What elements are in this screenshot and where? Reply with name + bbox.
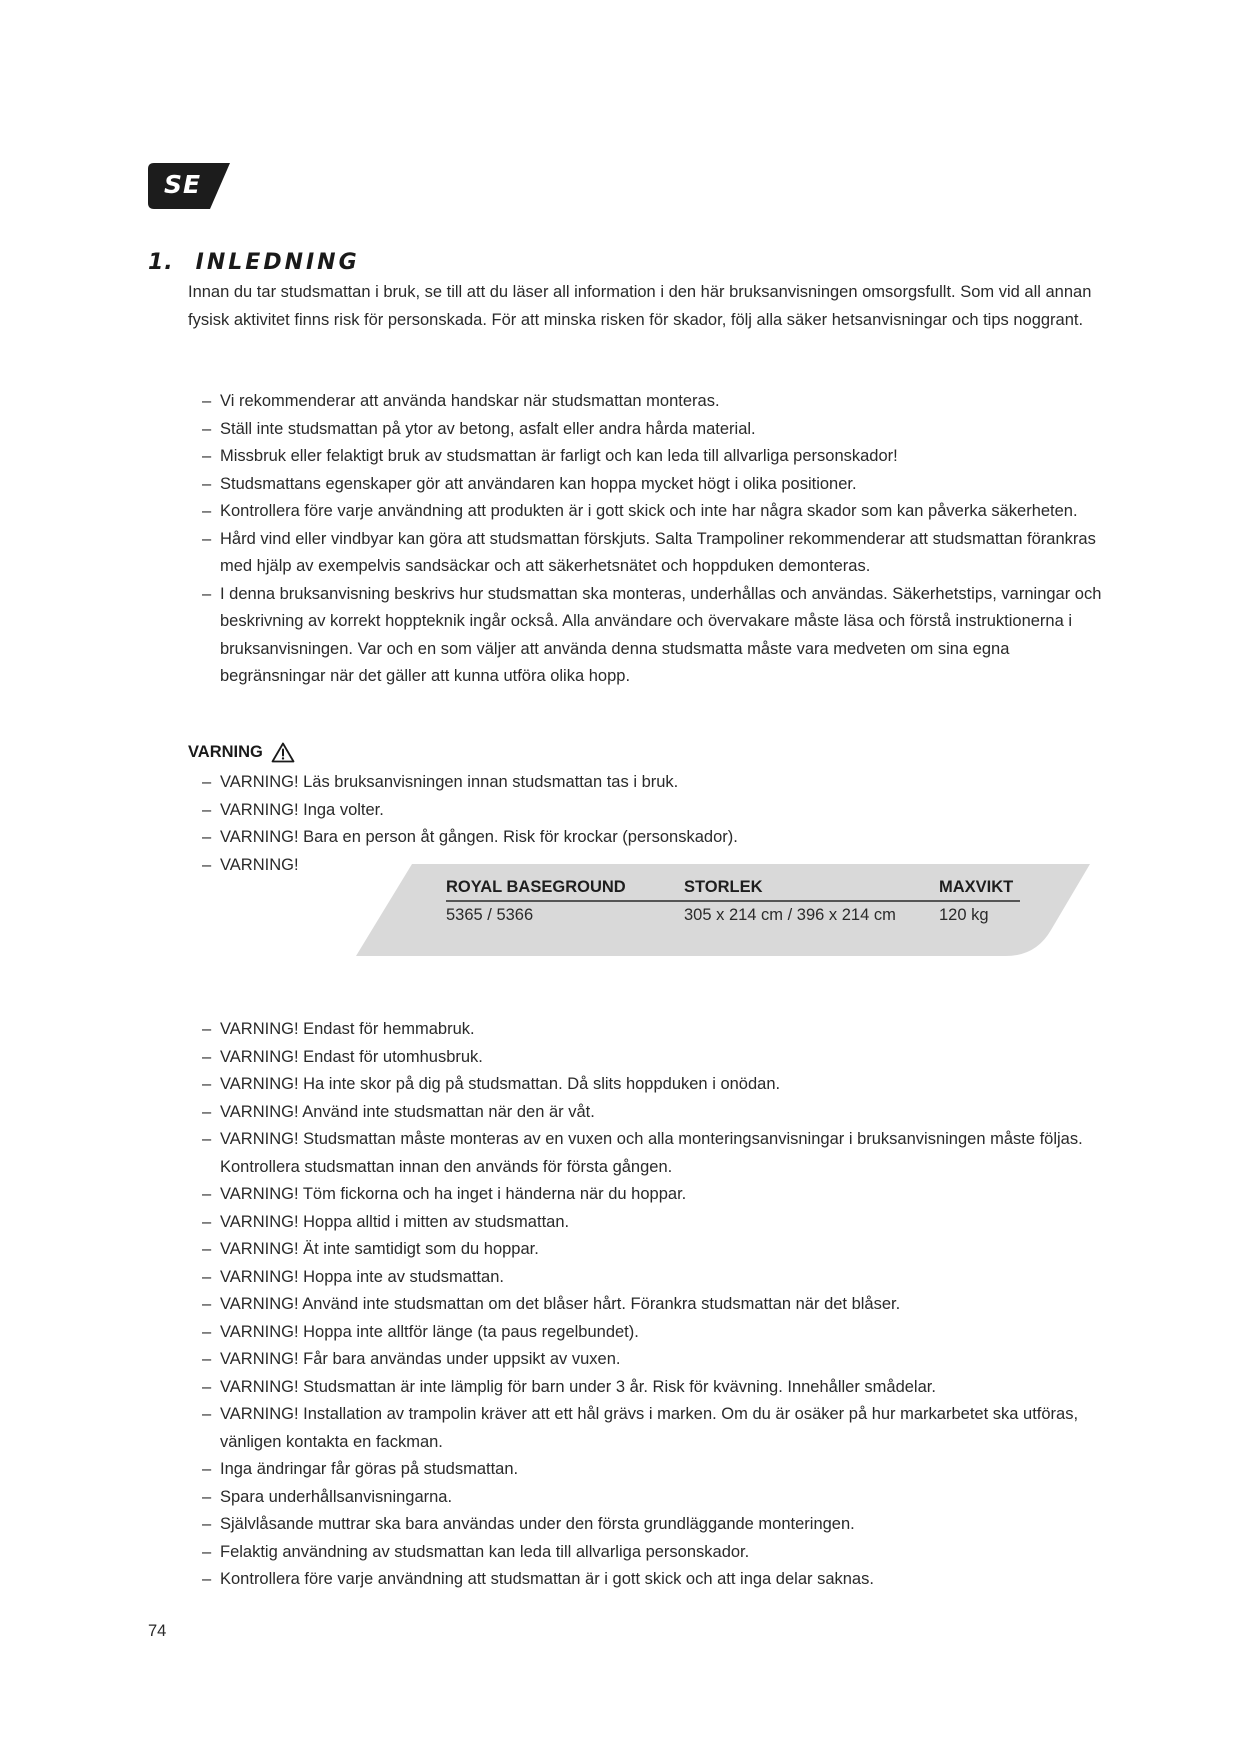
bullet-dash: –: [202, 1267, 212, 1286]
list-item-text: Kontrollera före varje användning att produkten är i gott skick och inte har några skador som kan påverka säkerheten.: [220, 502, 1078, 520]
bullet-dash: –: [202, 1322, 212, 1341]
list-item-text: Vi rekommenderar att använda handskar när studsmattan monteras.: [220, 392, 720, 410]
list-item: [188, 526, 1118, 581]
bullet-dash: –: [202, 1047, 212, 1066]
general-safety-list: [188, 388, 1118, 691]
warning-heading: [188, 742, 295, 763]
spec-header-max-weight: MAXVIKT: [939, 878, 1020, 901]
list-item-text: VARNING! Studsmattan är inte lämplig för barn under 3 år. Risk för kvävning. Innehåller smådelar.: [220, 1377, 936, 1396]
bullet-dash: –: [202, 828, 212, 846]
list-item: [188, 1236, 1118, 1264]
list-item: [188, 1264, 1118, 1292]
spec-model-numbers: 5365 / 5366: [446, 906, 534, 924]
bullet-dash: –: [202, 1020, 212, 1038]
list-item-text: VARNING! Hoppa inte av studsmattan.: [220, 1267, 504, 1286]
list-item: [188, 1071, 1118, 1099]
bullet-dash: –: [202, 392, 212, 410]
bullet-dash: –: [202, 1212, 212, 1231]
spec-max-weight: 120 kg: [939, 906, 989, 924]
list-item: [188, 1016, 1118, 1044]
bullet-dash: –: [202, 1515, 212, 1533]
bullet-dash: –: [202, 1542, 212, 1561]
bullet-dash: –: [202, 502, 212, 520]
list-item-text: VARNING! Installation av trampolin kräver att ett hål grävs i marken. Om du är osäker på hur markarbetet ska utföras, vänligen kontakta en fackman.: [220, 1405, 1079, 1451]
list-item-text: VARNING! Hoppa inte alltför länge (ta paus regelbundet).: [220, 1322, 639, 1341]
page-number: 74: [148, 1622, 167, 1640]
list-item-text: VARNING! Ha inte skor på dig på studsmattan. Då slits hoppduken i onödan.: [220, 1075, 781, 1093]
bullet-dash: –: [202, 1377, 212, 1396]
list-item-text: I denna bruksanvisning beskrivs hur studsmattan ska monteras, underhållas och användas. Säkerhetstips, varningar och beskrivning av korrekt hoppteknik ingår också. Alla användare och övervakare måste läsa och förstå instruktionerna i bruksanvisningen. Var och en som väljer att använda denna studsmatta måste vara medveten om sina egna begränsningar när det gäller att kunna utföra olika hopp.: [220, 584, 1102, 685]
list-item-text: VARNING! Endast för hemmabruk.: [220, 1020, 475, 1038]
list-item-text: Ställ inte studsmattan på ytor av betong, asfalt eller andra hårda material.: [220, 419, 756, 438]
warning-list-bottom: [188, 1016, 1118, 1594]
intro-paragraph: Innan du tar studsmattan i bruk, se till att du läser all information i den här bruksanvisningen omsorgsfullt. Som vid all annan fysisk aktivitet finns risk för personskada. För att minska risken för skador, följ alla säker hetsanvisningar och tips noggrant.: [188, 283, 1092, 329]
list-item-text: Kontrollera före varje användning att studsmattan är i gott skick och att inga delar saknas.: [220, 1570, 874, 1588]
warning-triangle-icon: [271, 742, 295, 763]
bullet-dash: –: [202, 447, 212, 465]
list-item-text: VARNING! Studsmattan måste monteras av en vuxen och alla monteringsanvisningar i bruksanvisningen måste följas. Kontrollera studsmattan innan den används för första gången.: [220, 1130, 1083, 1176]
bullet-dash: –: [202, 584, 212, 603]
bullet-dash: –: [202, 1075, 212, 1093]
spec-header-model: ROYAL BASEGROUND: [446, 878, 684, 901]
bullet-dash: –: [202, 855, 212, 874]
spec-panel: [356, 864, 1090, 956]
list-item-text: Spara underhållsanvisningarna.: [220, 1487, 453, 1506]
list-item-text: Studsmattans egenskaper gör att användaren kan hoppa mycket högt i olika positioner.: [220, 474, 857, 493]
language-badge: [148, 163, 230, 209]
list-item: [188, 498, 1118, 526]
spec-table-header-row: [446, 878, 1020, 901]
list-item: [188, 416, 1118, 444]
list-item: [188, 1099, 1118, 1127]
list-item-text: VARNING! Bara en person åt gången. Risk för krockar (personskador).: [220, 828, 738, 846]
bullet-dash: –: [202, 474, 212, 493]
bullet-dash: –: [202, 529, 212, 548]
bullet-dash: –: [202, 800, 212, 819]
bullet-dash: –: [202, 419, 212, 438]
list-item-text: VARNING! Läs bruksanvisningen innan studsmattan tas i bruk.: [220, 773, 679, 791]
list-item-text: VARNING! Inga volter.: [220, 800, 384, 819]
bullet-dash: –: [202, 1295, 212, 1313]
list-item: [188, 1456, 1118, 1484]
list-item-text: VARNING! Får bara användas under uppsikt av vuxen.: [220, 1350, 621, 1368]
bullet-dash: –: [202, 1405, 212, 1423]
bullet-dash: –: [202, 1487, 212, 1506]
list-item-text: Missbruk eller felaktigt bruk av studsmattan är farligt och kan leda till allvarliga personskador!: [220, 447, 898, 465]
list-item: [188, 388, 1118, 416]
list-item: [188, 581, 1118, 691]
list-item-text: Självlåsande muttrar ska bara användas under den första grundläggande monteringen.: [220, 1515, 855, 1533]
spec-header-size: STORLEK: [684, 878, 939, 901]
spec-table: [446, 878, 1020, 925]
list-item: [188, 443, 1118, 471]
list-item-text: VARNING! Endast för utomhusbruk.: [220, 1047, 483, 1066]
section-number: 1.: [148, 250, 174, 275]
list-item: [188, 1346, 1118, 1374]
list-item-text: Inga ändringar får göras på studsmattan.: [220, 1460, 519, 1478]
list-item: [188, 1291, 1118, 1319]
bullet-dash: –: [202, 773, 212, 791]
bullet-dash: –: [202, 1130, 212, 1148]
section-title-text: INLEDNING: [195, 250, 360, 275]
list-item: [188, 824, 1118, 852]
list-item: [188, 1374, 1118, 1402]
list-item-text: VARNING! Hoppa alltid i mitten av studsmattan.: [220, 1212, 570, 1231]
section-title: [148, 250, 360, 275]
list-item-text: VARNING!: [220, 855, 299, 874]
list-item-text: VARNING! Töm fickorna och ha inget i händerna när du hoppar.: [220, 1185, 687, 1203]
bullet-dash: –: [202, 1570, 212, 1588]
warning-list-top: [188, 769, 1118, 879]
list-item-text: VARNING! Ät inte samtidigt som du hoppar.: [220, 1240, 539, 1258]
list-item-text: Hård vind eller vindbyar kan göra att studsmattan förskjuts. Salta Trampoliner rekommenderar att studsmattan förankras med hjälp av exempelvis sandsäckar och att säkerhetsnätet och hoppduken demonteras.: [220, 529, 1096, 575]
list-item: [188, 1566, 1118, 1594]
list-item: [188, 1539, 1118, 1567]
spec-table-row: [446, 901, 1020, 925]
list-item: [188, 1319, 1118, 1347]
warning-heading-text: VARNING: [188, 743, 263, 761]
bullet-dash: –: [202, 1350, 212, 1368]
list-item: [188, 1511, 1118, 1539]
list-item-text: Felaktig användning av studsmattan kan leda till allvarliga personskador.: [220, 1542, 750, 1561]
list-item: [188, 1401, 1118, 1456]
spec-sizes: 305 x 214 cm / 396 x 214 cm: [684, 906, 896, 924]
list-item: [188, 1209, 1118, 1237]
bullet-dash: –: [202, 1460, 212, 1478]
list-item: [188, 797, 1118, 825]
list-item-text: VARNING! Använd inte studsmattan om det blåser hårt. Förankra studsmattan när det blåser.: [220, 1295, 901, 1313]
list-item: [188, 471, 1118, 499]
list-item: [188, 1484, 1118, 1512]
list-item: [188, 769, 1118, 797]
list-item: [188, 1126, 1118, 1181]
list-item: [188, 1044, 1118, 1072]
language-badge-label: SE: [164, 170, 202, 199]
bullet-dash: –: [202, 1102, 212, 1121]
bullet-dash: –: [202, 1240, 212, 1258]
list-item: [188, 1181, 1118, 1209]
bullet-dash: –: [202, 1185, 212, 1203]
list-item-text: VARNING! Använd inte studsmattan när den är våt.: [220, 1102, 595, 1121]
